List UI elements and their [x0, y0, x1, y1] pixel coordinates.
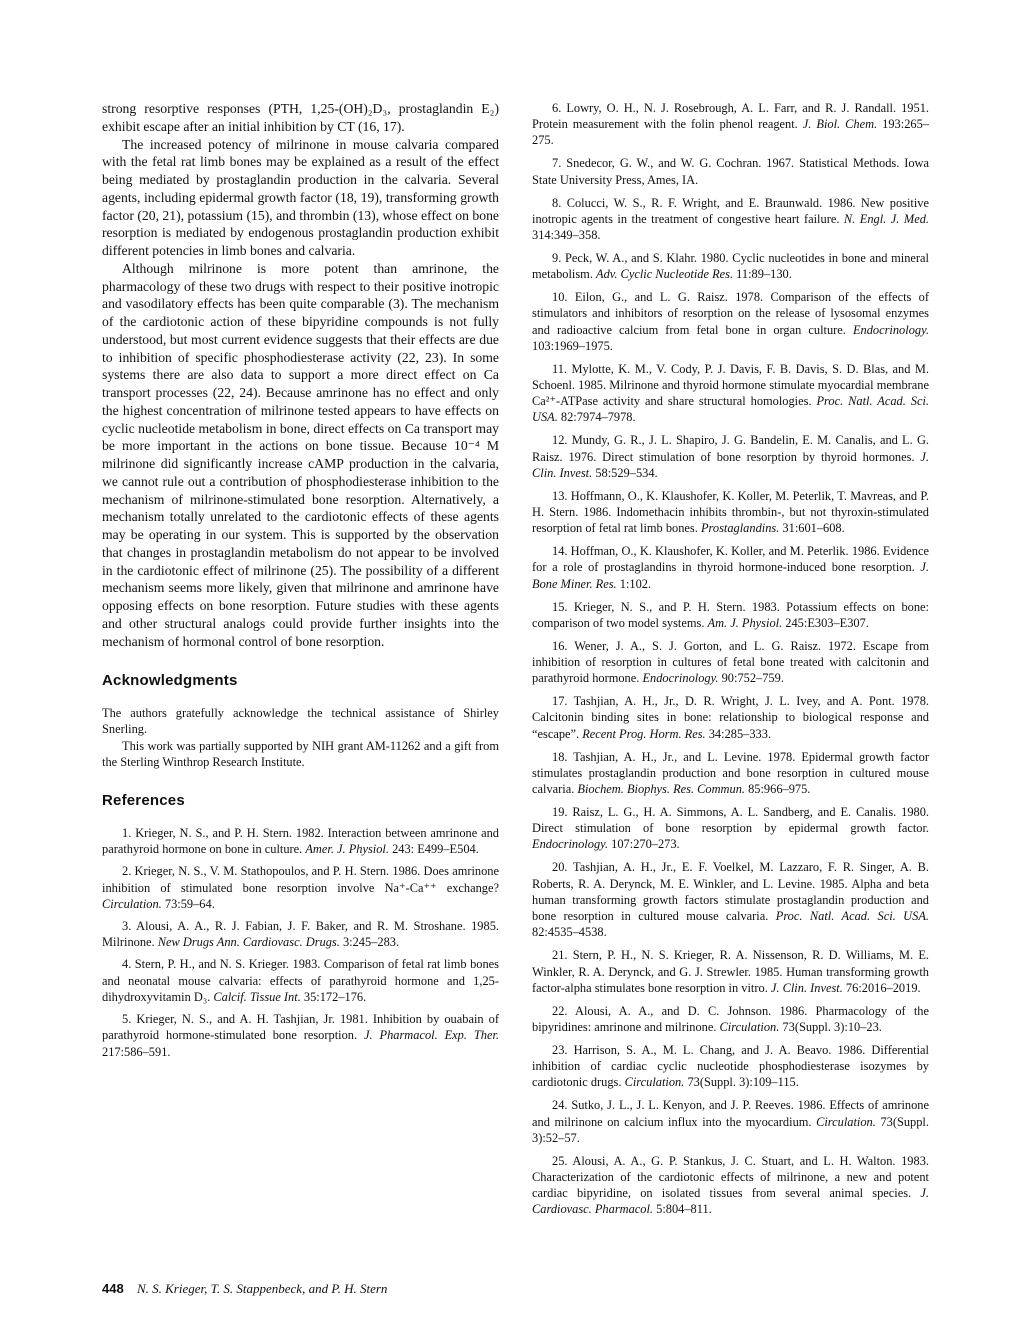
reference-item: 20. Tashjian, A. H., Jr., E. F. Voelkel, M. Lazzaro, F. R. Singer, A. B. Roberts, R. A. Derynck, M. E. Winkler, and L. Levine. 1985. Alpha and beta human transforming growth factors stimulate prostaglandin production and bone resorption in cultured mouse calvaria. Proc. Natl. Acad. Sci. USA. 82:4535–4538. [532, 860, 929, 940]
reference-item: 12. Mundy, G. R., J. L. Shapiro, J. G. Bandelin, E. M. Canalis, and L. G. Raisz. 1976. Direct stimulation of bone resorption by thyroid hormones. J. Clin. Invest. 58:529–534. [532, 433, 929, 480]
reference-item: 11. Mylotte, K. M., V. Cody, P. J. Davis, F. B. Davis, S. D. Blas, and M. Schoenl. 1985. Milrinone and thyroid hormone stimulate myocardial membrane Ca²⁺-ATPase activity and share structural homologies. Proc. Natl. Acad. Sci. USA. 82:7974–7978. [532, 361, 929, 425]
reference-item: 16. Wener, J. A., S. J. Gorton, and L. G. Raisz. 1972. Escape from inhibition of resorption in cultures of fetal bone treated with calcitonin and parathyroid hormone. Endocrinology. 90:752–759. [532, 638, 929, 686]
reference-item: 9. Peck, W. A., and S. Klahr. 1980. Cyclic nucleotides in bone and mineral metabolism. Adv. Cyclic Nucleotide Res. 11:89–130. [532, 251, 929, 282]
discussion-text [102, 100, 499, 650]
reference-item: 3. Alousi, A. A., R. J. Fabian, J. F. Baker, and R. M. Stroshane. 1985. Milrinone. New Drugs Ann. Cardiovasc. Drugs. 3:245–283. [102, 919, 499, 950]
reference-item: 25. Alousi, A. A., G. P. Stankus, J. C. Stuart, and L. H. Walton. 1983. Characterization of the cardiotonic effects of milrinone, a new and potent cardiac bipyridine, on isolated tissues from several animal species. J. Cardiovasc. Pharmacol. 5:804–811. [532, 1153, 929, 1217]
reference-item: 4. Stern, P. H., and N. S. Krieger. 1983. Comparison of fetal rat limb bones and neonatal mouse calvaria: effects of parathyroid hormone and 1,25-dihydroxyvitamin D₃. Calcif. Tissue Int. 35:172–176. [102, 957, 499, 1004]
reference-item: 18. Tashjian, A. H., Jr., and L. Levine. 1978. Epidermal growth factor stimulates prostaglandin production and bone resorption in cultured mouse calvaria. Biochem. Biophys. Res. Commun. 85:966–975. [532, 749, 929, 797]
reference-item: 22. Alousi, A. A., and D. C. Johnson. 1986. Pharmacology of the bipyridines: amrinone and milrinone. Circulation. 73(Suppl. 3):10–23. [532, 1003, 929, 1034]
reference-item: 5. Krieger, N. S., and A. H. Tashjian, Jr. 1981. Inhibition by ouabain of parathyroid hormone-stimulated bone resorption. J. Pharmacol. Exp. Ther. 217:586–591. [102, 1012, 499, 1059]
acknowledgments-text [102, 705, 499, 770]
ack-paragraph: The authors gratefully acknowledge the technical assistance of Shirley Snerling. [102, 706, 499, 737]
page-footer [102, 1281, 387, 1297]
reference-item: 23. Harrison, S. A., M. L. Chang, and J. A. Beavo. 1986. Differential inhibition of cardiac cyclic nucleotide phosphodiesterase isozymes by cardiotonic drugs. Circulation. 73(Suppl. 3):109–115. [532, 1042, 929, 1090]
reference-item: 15. Krieger, N. S., and P. H. Stern. 1983. Potassium effects on bone: comparison of two model systems. Am. J. Physiol. 245:E303–E307. [532, 599, 929, 630]
body-paragraph: strong resorptive responses (PTH, 1,25-(OH)₂D₃, prostaglandin E₂) exhibit escape after an initial inhibition by CT (16, 17). [102, 101, 499, 134]
references-heading: References [102, 792, 185, 810]
reference-item: 2. Krieger, N. S., V. M. Stathopoulos, and P. H. Stern. 1986. Does amrinone inhibition of stimulated bone resorption involve Na⁺-Ca⁺⁺ exchange? Circulation. 73:59–64. [102, 864, 499, 911]
reference-item: 17. Tashjian, A. H., Jr., D. R. Wright, J. L. Ivey, and A. Pont. 1978. Calcitonin binding sites in bone: relationship to biological response and “escape”. Recent Prog. Horm. Res. 34:285–333. [532, 694, 929, 741]
reference-item: 6. Lowry, O. H., N. J. Rosebrough, A. L. Farr, and R. J. Randall. 1951. Protein measurement with the folin phenol reagent. J. Biol. Chem. 193:265–275. [532, 101, 929, 148]
reference-list-right [532, 100, 929, 1218]
reference-list-left [102, 825, 499, 1060]
reference-item: 10. Eilon, G., and L. G. Raisz. 1978. Comparison of the effects of stimulators and inhibitors of resorption on the release of lysosomal enzymes and radioactive calcium from fetal bone in organ culture. Endocrinology. 103:1969–1975. [532, 290, 929, 353]
body-paragraph: The increased potency of milrinone in mouse calvaria compared with the fetal rat limb bones may be explained as a result of the effect being mediated by prostaglandin production in the calvaria. Several agents, including epidermal growth factor (18, 19), transforming growth factor (20, 21), potassium (15), and thrombin (13), whose effect on bone resorption is mediated by endogenous prostaglandin production exhibit different potencies in limb bones and calvaria. [102, 136, 499, 258]
reference-item: 21. Stern, P. H., N. S. Krieger, R. A. Nissenson, R. D. Williams, M. E. Winkler, R. A. Derynck, and G. J. Strewler. 1985. Human transforming growth factor-alpha stimulates bone resorption in vitro. J. Clin. Invest. 76:2016–2019. [532, 948, 929, 995]
page-number: 448 [102, 1281, 124, 1296]
right-column [532, 100, 929, 1224]
reference-item: 1. Krieger, N. S., and P. H. Stern. 1982. Interaction between amrinone and parathyroid hormone on bone in culture. Amer. J. Physiol. 243: E499–E504. [102, 826, 499, 857]
reference-item: 7. Snedecor, G. W., and W. G. Cochran. 1967. Statistical Methods. Iowa State University Press, Ames, IA. [532, 156, 929, 187]
reference-item: 24. Sutko, J. L., J. L. Kenyon, and J. P. Reeves. 1986. Effects of amrinone and milrinone on calcium influx into the myocardium. Circulation. 73(Suppl. 3):52–57. [532, 1098, 929, 1145]
reference-item: 14. Hoffman, O., K. Klaushofer, K. Koller, and M. Peterlik. 1986. Evidence for a role of prostaglandins in thyroid hormone-induced bone resorption. J. Bone Miner. Res. 1:102. [532, 544, 929, 591]
running-authors: N. S. Krieger, T. S. Stappenbeck, and P. H. Stern [136, 1281, 388, 1296]
ack-paragraph: This work was partially supported by NIH grant AM-11262 and a gift from the Sterling Winthrop Research Institute. [102, 738, 499, 769]
acknowledgments-heading: Acknowledgments [102, 672, 238, 690]
body-paragraph: Although milrinone is more potent than amrinone, the pharmacology of these two drugs with respect to their positive inotropic and vasodilatory effects has been quite comparable (3). The mechanism of the cardiotonic action of these bipyridine compounds is not fully understood, but most current evidence suggests that their effects are due to inhibition of specific phosphodiesterase activity (22, 23). In some systems there are also data to support a more direct effect on Ca transport processes (22, 24). Because amrinone has no effect and only the highest concentration of milrinone tested appears to have effects on cyclic nucleotide metabolism in bone, direct effects on Ca transport may be more important in the actions on bone tissue. Because 10⁻⁴ M milrinone did significantly increase cAMP production in the calvaria, we cannot rule out a contribution of phosphodiesterase inhibition to the mechanism of milrinone-stimulated bone resorption. Alternatively, a mechanism totally unrelated to the cardiotonic effects of these agents may be operating in our system. This is supported by the observation that changes in prostaglandin metabolism do not appear to be involved in the cardiotonic effect of milrinone (25). The possibility of a different mechanism seems more likely, given that milrinone and amrinone have opposing effects on bone resorption. Future studies with these agents and other structural analogs could provide further insights into the mechanism of hormonal control of bone resorption. [102, 260, 499, 649]
reference-item: 13. Hoffmann, O., K. Klaushofer, K. Koller, M. Peterlik, T. Mavreas, and P. H. Stern. 1986. Indomethacin inhibits thrombin-, but not thyroxin-stimulated resorption of fetal rat limb bones. Prostaglandins. 31:601–608. [532, 488, 929, 536]
left-column [102, 100, 499, 1066]
reference-item: 8. Colucci, W. S., R. F. Wright, and E. Braunwald. 1986. New positive inotropic agents in the treatment of congestive heart failure. N. Engl. J. Med. 314:349–358. [532, 195, 929, 243]
reference-item: 19. Raisz, L. G., H. A. Simmons, A. L. Sandberg, and E. Canalis. 1980. Direct stimulation of bone resorption by epidermal growth factor. Endocrinology. 107:270–273. [532, 805, 929, 852]
